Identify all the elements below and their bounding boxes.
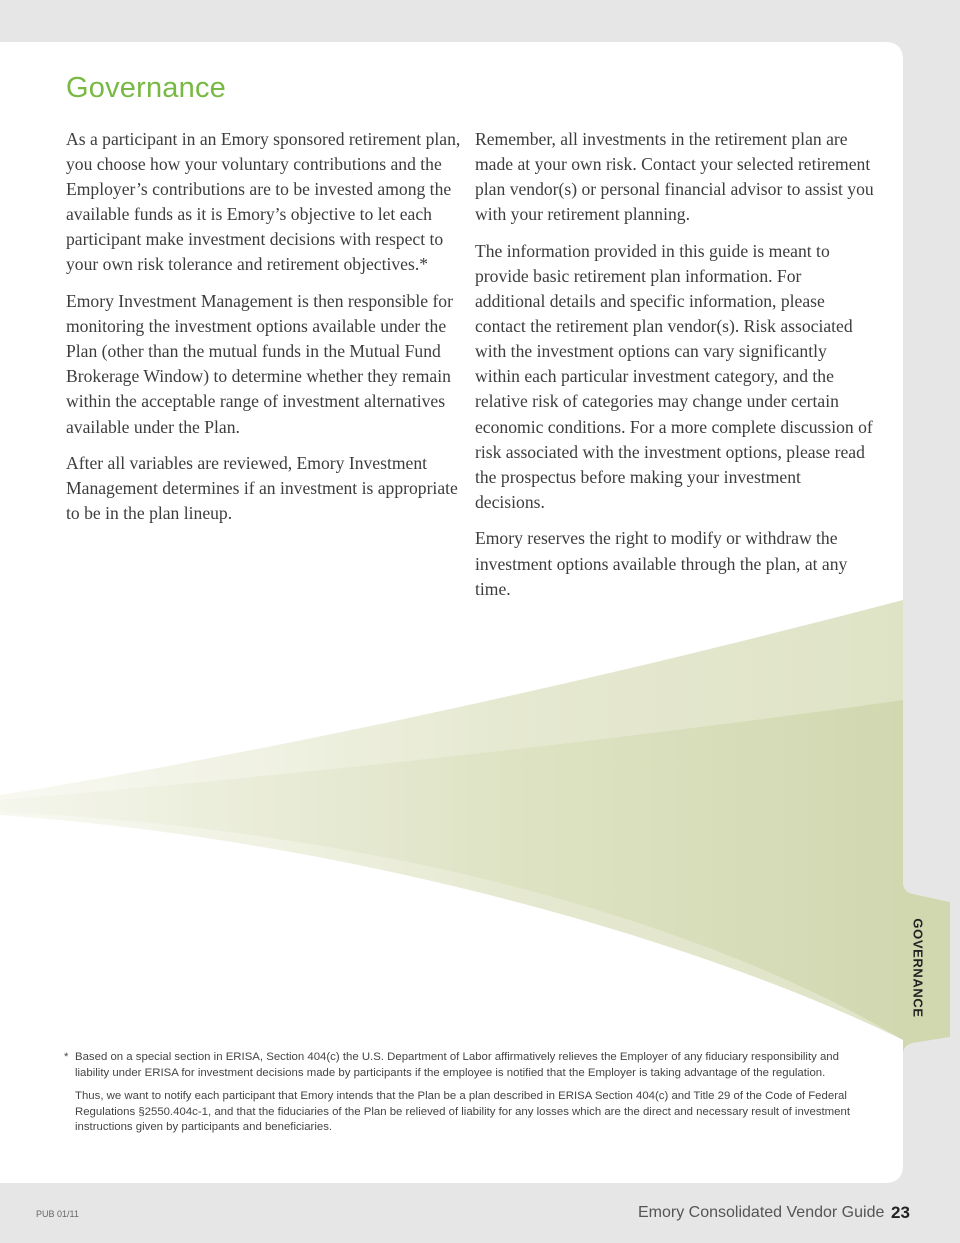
left-column <box>66 127 466 538</box>
guide-title: Emory Consolidated Vendor Guide <box>638 1204 885 1221</box>
page-title: Governance <box>66 72 226 104</box>
page-number: 23 <box>891 1203 910 1222</box>
footnote-2 <box>64 1089 854 1136</box>
body-paragraph: Emory reserves the right to modify or withdraw the investment options available through the plan, at any time. <box>475 528 848 599</box>
footnote-text: Based on a special section in ERISA, Section 404(c) the U.S. Department of Labor affirmatively relieves the Employer of any fiduciary responsibility and liability under ERISA for investment decisions made by participants if the employee is notified that the Employer is taking advantage of the regulation. <box>75 1051 839 1079</box>
body-paragraph: Remember, all investments in the retirement plan are made at your own risk. Contact your selected retirement plan vendor(s) or personal financial advisor to assist you with your retirement planning. <box>475 129 874 225</box>
footnote-marker: * <box>64 1051 69 1063</box>
body-paragraph: After all variables are reviewed, Emory Investment Management determines if an investment is appropriate to be in the plan lineup. <box>66 453 458 524</box>
right-column <box>475 127 875 613</box>
footnote-1 <box>64 1050 854 1081</box>
publication-code: PUB 01/11 <box>36 1209 79 1219</box>
footnotes <box>64 1050 854 1144</box>
body-paragraph: As a participant in an Emory sponsored retirement plan, you choose how your voluntary contributions and the Employer’s contributions are to be invested among the available funds as it is Emory’s objective to let each participant make investment decisions with respect to your own risk tolerance and retirement objectives.* <box>66 129 461 275</box>
body-paragraph: The information provided in this guide is meant to provide basic retirement plan information. For additional details and specific information, please contact the retirement plan vendor(s). Risk associated with the investment options can vary significantly within each particular investment category, and the relative risk of categories may change under certain economic conditions. For a more complete discussion of risk associated with the investment options, please read the prospectus before making your investment decisions. <box>475 240 873 512</box>
section-tab-label: GOVERNANCE <box>910 918 926 1018</box>
footnote-text: Thus, we want to notify each participant that Emory intends that the Plan be a plan described in ERISA Section 404(c) and Title 29 of the Code of Federal Regulations §2550.404c-1, and that the fiduciaries of the Plan be relieved of liability for any losses which are the direct and necessary result of investment instructions given by participants and beneficiaries. <box>75 1090 851 1134</box>
body-paragraph: Emory Investment Management is then responsible for monitoring the investment options available under the Plan (other than the mutual funds in the Mutual Fund Brokerage Window) to determine whether they remain within the acceptable range of investment alternatives available under the Plan. <box>66 291 453 437</box>
